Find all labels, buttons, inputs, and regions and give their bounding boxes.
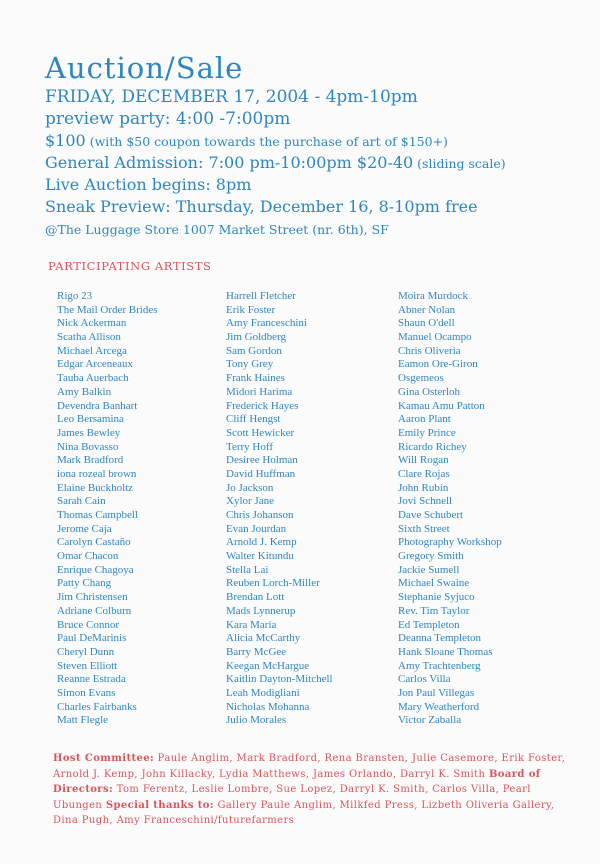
artist-name: Erik Foster — [226, 303, 276, 316]
artist-name: Julio Morales — [226, 714, 287, 727]
board-names: Tom Ferentz, Leslie Lombre, Sue Lopez, Darryl K. Smith, Carlos Villa, Pearl Ubungen — [53, 784, 531, 811]
ticket-price — [45, 130, 590, 152]
artist-name: Stella Lai — [226, 563, 269, 576]
artist-name: Mads Lynnerup — [226, 604, 296, 617]
price-note: (with $50 coupon towards the purchase of art of $150+) — [85, 134, 448, 149]
artist-name: Tony Grey — [226, 358, 274, 371]
artist-name: Deanna Templeton — [398, 632, 482, 645]
artist-name: Dave Schubert — [398, 509, 464, 521]
artist-name: Paul DeMarinis — [57, 632, 127, 645]
artist-name: Chris Johanson — [226, 509, 294, 521]
artist-name: Will Rogan — [398, 454, 449, 467]
artist-name: The Mail Order Brides — [57, 303, 158, 316]
artist-name: Rev. Tim Taylor — [398, 604, 470, 617]
artist-name: Jovi Schnell — [398, 495, 453, 508]
artist-name: Mark Bradford — [57, 454, 124, 467]
artist-name: Steven Elliott — [57, 659, 118, 672]
artist-name: Jim Christensen — [57, 591, 128, 604]
artist-name: Eamon Ore-Giron — [398, 358, 478, 371]
artist-name: iona rozeal brown — [57, 467, 137, 480]
artist-name: Sixth Street — [398, 522, 450, 535]
artists-heading: PARTICIPATING ARTISTS — [48, 259, 212, 273]
artist-name: Reuben Lorch-Miller — [226, 577, 320, 590]
event-date: FRIDAY, DECEMBER 17, 2004 - 4pm-10pm — [45, 87, 418, 107]
artist-name: Kaitlin Dayton-Mitchell — [226, 673, 333, 686]
sneak-preview: Sneak Preview: Thursday, December 16, 8-10pm free — [45, 197, 478, 216]
artist-name: Scatha Allison — [57, 331, 121, 344]
artist-name: Gina Osterloh — [398, 385, 461, 398]
event-details — [45, 86, 590, 240]
artist-name: Nicholas Mohanna — [226, 700, 310, 713]
artist-name: Amy Franceschini — [226, 317, 307, 330]
artist-name: Kamau Amu Patton — [398, 399, 485, 412]
artist-name: Devendra Banhart — [57, 399, 138, 412]
artist-name: Sarah Cain — [57, 495, 106, 508]
artist-name: Walter Kitundu — [226, 550, 294, 563]
artist-name: Scott Hewicker — [226, 426, 295, 439]
artist-name: Amy Balkin — [57, 385, 112, 398]
artist-name: Aaron Plant — [398, 413, 451, 426]
artist-name: Abner Nolan — [398, 303, 456, 316]
artist-name: Hank Sloane Thomas — [398, 645, 493, 658]
artist-name: Charles Fairbanks — [57, 700, 137, 713]
artist-name: Jo Jackson — [226, 481, 274, 494]
artist-name: Patty Chang — [57, 577, 112, 590]
page-title: Auction/Sale — [45, 51, 244, 85]
artist-name: Harrell Fletcher — [226, 290, 296, 302]
artist-name: Bruce Connor — [57, 618, 120, 631]
artist-name: Adriane Colburn — [57, 604, 132, 617]
admission-main: General Admission: 7:00 pm-10:00pm $20-40 — [45, 153, 414, 172]
artist-name: Michael Swaine — [398, 577, 470, 590]
artist-name: Chris Oliveria — [398, 344, 461, 357]
artists-column-3 — [398, 290, 568, 728]
artist-name: Nina Bovasso — [57, 440, 119, 453]
artist-name: Omar Chacon — [57, 550, 119, 563]
artist-name: Frank Haines — [226, 372, 285, 385]
artist-name: Manuel Ocampo — [398, 331, 472, 344]
artist-name: Stephanie Syjuco — [398, 591, 475, 604]
artist-name: Desiree Holman — [226, 454, 298, 467]
artist-name: Ricardo Richey — [398, 440, 467, 453]
artist-name: Keegan McHargue — [226, 659, 310, 672]
artist-name: Reanne Estrada — [57, 673, 126, 686]
artist-name: Xylor Jane — [226, 495, 274, 508]
artist-name: Emily Prince — [398, 426, 456, 439]
live-auction: Live Auction begins: 8pm — [45, 175, 252, 194]
artist-name: Osgemeos — [398, 372, 444, 385]
artist-name: Jerome Caja — [57, 522, 112, 535]
artist-name: James Bewley — [57, 426, 121, 439]
venue-address: @The Luggage Store 1007 Market Street (nr. 6th), SF — [45, 222, 389, 237]
admission-note: (sliding scale) — [413, 156, 506, 171]
artist-name: Carolyn Castaño — [57, 536, 131, 549]
artist-name: John Rubin — [398, 481, 449, 494]
artist-name: Enrique Chagoya — [57, 563, 134, 576]
thanks-names: Gallery Paule Anglim, Milkfed Press, Lizbeth Oliveria Gallery, Dina Pugh, Amy Franceschini/futurefarmers — [53, 799, 555, 826]
artist-name: Evan Jourdan — [226, 522, 287, 535]
board-label: Board of Directors: — [53, 768, 541, 795]
artist-name: Midori Harima — [226, 385, 293, 398]
artist-name: Arnold J. Kemp — [226, 536, 297, 549]
artist-name: Frederick Hayes — [226, 399, 299, 412]
artist-name: Thomas Campbell — [57, 509, 138, 521]
host-committee-label: Host Committee: — [53, 753, 155, 764]
artist-name: David Huffman — [226, 467, 296, 480]
artist-name: Leah Modigliani — [226, 686, 300, 699]
artist-name: Victor Zaballa — [398, 714, 462, 727]
general-admission — [45, 152, 590, 174]
artist-name: Ed Templeton — [398, 618, 460, 631]
artist-name: Mary Weatherford — [398, 700, 480, 713]
artists-column-1 — [57, 290, 227, 728]
artist-name: Amy Trachtenberg — [398, 659, 481, 672]
artist-name: Brendan Lott — [226, 591, 285, 604]
artist-name: Cliff Hengst — [226, 413, 281, 426]
artist-name: Gregory Smith — [398, 550, 464, 563]
artist-name: Matt Flegle — [57, 714, 109, 727]
artist-name: Cheryl Dunn — [57, 645, 115, 658]
artist-name: Carlos Villa — [398, 673, 451, 686]
price-main: $100 — [45, 131, 86, 150]
artist-name: Leo Bersamina — [57, 413, 124, 426]
artist-name: Edgar Arceneaux — [57, 358, 134, 371]
artist-name: Photography Workshop — [398, 536, 502, 549]
artist-name: Rigo 23 — [57, 290, 93, 302]
artist-name: Kara Maria — [226, 618, 277, 631]
artist-name: Jackie Sumell — [398, 563, 460, 576]
artist-name: Simon Evans — [57, 686, 116, 699]
artist-name: Clare Rojas — [398, 467, 450, 480]
artist-name: Elaine Buckholtz — [57, 481, 134, 494]
artist-name: Tauba Auerbach — [57, 372, 129, 385]
artist-name: Sam Gordon — [226, 344, 282, 357]
credits-footer — [53, 751, 578, 829]
artists-column-2 — [226, 290, 396, 728]
preview-party: preview party: 4:00 -7:00pm — [45, 109, 291, 129]
thanks-label: Special thanks to: — [105, 799, 214, 811]
artist-name: Michael Arcega — [57, 344, 127, 357]
artist-name: Terry Hoff — [226, 440, 273, 453]
artist-name: Shaun O'dell — [398, 317, 455, 330]
artist-name: Nick Ackerman — [57, 317, 127, 330]
artist-name: Jim Goldberg — [226, 331, 286, 344]
artist-name: Barry McGee — [226, 645, 287, 658]
artist-name: Jon Paul Villegas — [398, 686, 475, 699]
artist-name: Moira Murdock — [398, 290, 468, 302]
artist-name: Alicia McCarthy — [226, 632, 301, 645]
host-committee-names: Paule Anglim, Mark Bradford, Rena Bransten, Julie Casemore, Erik Foster, Arnold J. Kemp, John Killacky, Lydia Matthews, James Orlando, Darryl K. Smith — [53, 753, 566, 780]
